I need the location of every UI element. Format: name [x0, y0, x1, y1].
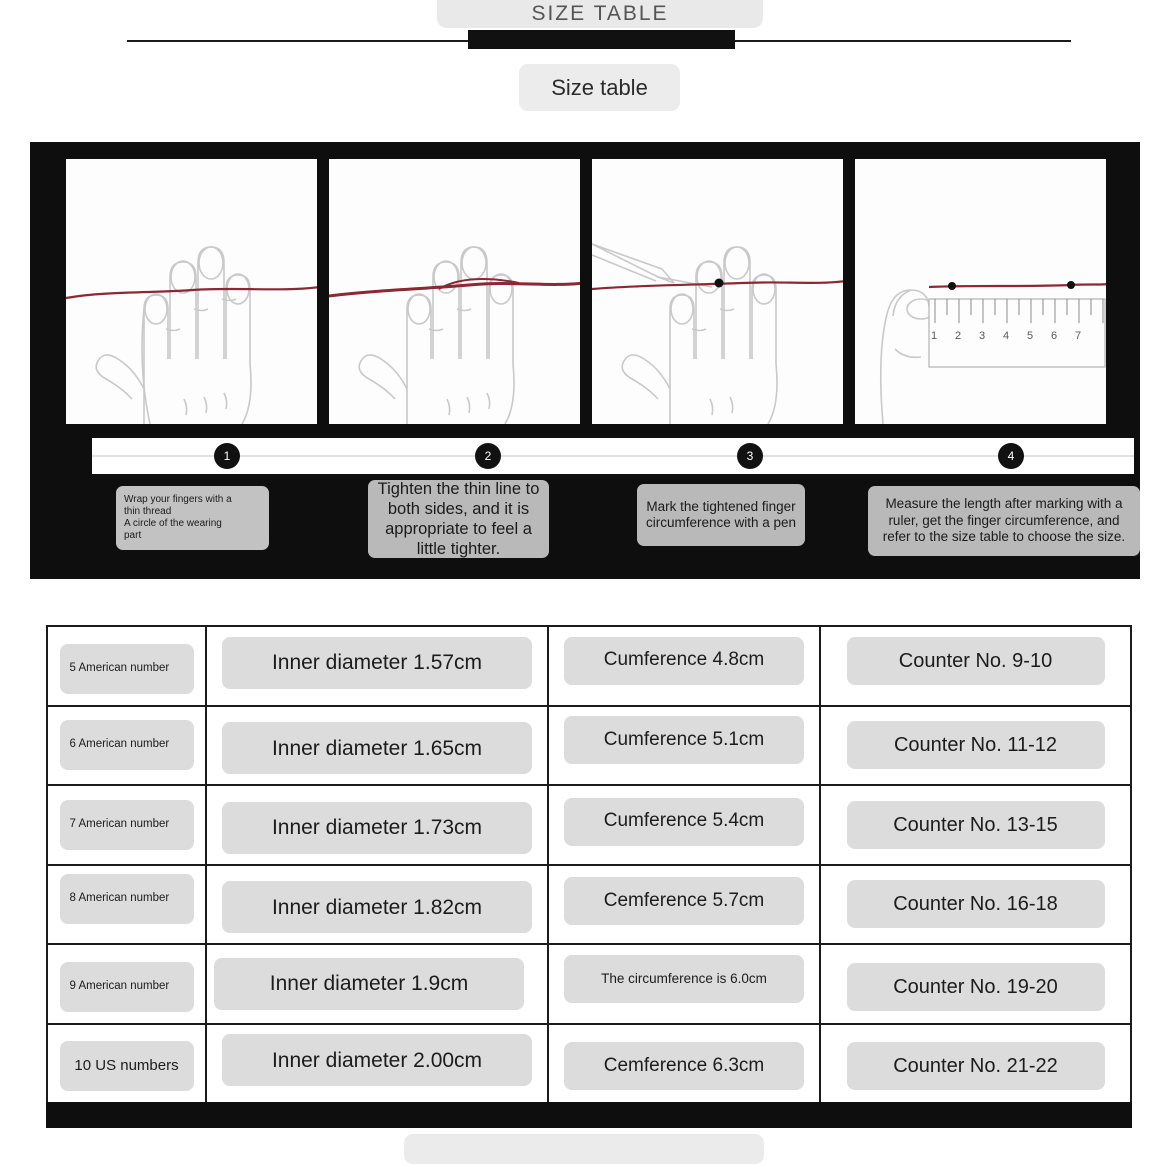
us-size-chip: 10 US numbers: [60, 1041, 194, 1091]
table-cell-counter: [821, 707, 1130, 785]
table-cell-circumference: [549, 945, 821, 1023]
table-cell-diameter: [207, 786, 549, 864]
counter-chip: Counter No. 16-18: [847, 880, 1105, 928]
top-black-block: [468, 30, 735, 49]
table-cell-diameter: [207, 1025, 549, 1103]
instruction-panel: [30, 142, 1140, 579]
table-cell-us-size: [48, 786, 207, 864]
step-1-caption-line-1: Wrap your fingers with a: [124, 493, 232, 505]
step-1-illustration: [66, 159, 317, 424]
svg-text:2: 2: [955, 330, 962, 342]
table-cell-circumference: [549, 1025, 821, 1103]
step-3-caption: Mark the tightened finger circumference with a pen: [637, 484, 805, 546]
diameter-chip: Inner diameter 1.82cm: [222, 881, 532, 933]
table-cell-circumference: [549, 866, 821, 944]
svg-text:6: 6: [1051, 330, 1058, 342]
size-table-label: Size table: [519, 64, 680, 111]
table-cell-diameter: [207, 627, 549, 705]
table-cell-diameter: [207, 707, 549, 785]
svg-text:7: 7: [1075, 330, 1082, 342]
diameter-chip: Inner diameter 1.9cm: [214, 958, 524, 1010]
step-1-caption-line-4: part: [124, 530, 142, 542]
svg-text:1: 1: [931, 330, 938, 342]
step-bar-line: [92, 455, 1134, 457]
table-cell-us-size: [48, 866, 207, 944]
svg-text:3: 3: [979, 330, 986, 342]
hand-with-thread-icon: [66, 159, 317, 424]
circumference-chip: Cumference 5.1cm: [564, 716, 804, 764]
table-cell-circumference: [549, 786, 821, 864]
table-row: [48, 627, 1130, 707]
step-dot-4: 4: [998, 443, 1024, 469]
table-row: [48, 945, 1130, 1025]
top-banner-title: SIZE TABLE: [437, 0, 763, 28]
step-2-caption: Tighten the thin line to both sides, and it is appropriate to feel a little tighter.: [368, 480, 549, 558]
diameter-chip: Inner diameter 2.00cm: [222, 1034, 532, 1086]
instruction-image-row: [66, 159, 1106, 424]
hand-pen-mark-icon: [592, 159, 843, 424]
table-cell-us-size: [48, 1025, 207, 1103]
table-cell-circumference: [549, 627, 821, 705]
circumference-chip: Cumference 5.4cm: [564, 798, 804, 846]
us-size-chip: 9 American number: [60, 962, 194, 1012]
table-cell-counter: [821, 627, 1130, 705]
diameter-chip: Inner diameter 1.57cm: [222, 637, 532, 689]
table-cell-diameter: [207, 866, 549, 944]
step-1-caption-line-3: A circle of the wearing: [124, 518, 222, 529]
table-cell-counter: [821, 1025, 1130, 1103]
us-size-chip: 5 American number: [60, 644, 194, 694]
circumference-chip: The circumference is 6.0cm: [564, 955, 804, 1003]
step-4-caption: Measure the length after marking with a ruler, get the finger circumference, and refer to the size table to choose the size.: [868, 486, 1140, 556]
circumference-chip: Cemference 6.3cm: [564, 1042, 804, 1090]
counter-chip: Counter No. 19-20: [847, 963, 1105, 1011]
step-3-illustration: [592, 159, 843, 424]
table-cell-diameter: [207, 945, 549, 1023]
step-1-caption-line-2: thin thread: [124, 505, 172, 517]
circumference-chip: Cemference 5.7cm: [564, 877, 804, 925]
table-cell-counter: [821, 945, 1130, 1023]
table-row: [48, 1025, 1130, 1103]
bottom-black-strip: [46, 1102, 1132, 1128]
svg-text:4: 4: [1003, 330, 1010, 342]
size-table: [46, 625, 1132, 1102]
table-cell-circumference: [549, 707, 821, 785]
step-2-illustration: [329, 159, 580, 424]
diameter-chip: Inner diameter 1.73cm: [222, 802, 532, 854]
step-dot-3: 3: [737, 443, 763, 469]
counter-chip: Counter No. 13-15: [847, 801, 1105, 849]
counter-chip: Counter No. 11-12: [847, 721, 1105, 769]
counter-chip: Counter No. 21-22: [847, 1042, 1105, 1090]
counter-chip: Counter No. 9-10: [847, 637, 1105, 685]
step-progress-bar: [92, 438, 1134, 474]
table-cell-us-size: [48, 945, 207, 1023]
table-cell-us-size: [48, 707, 207, 785]
hand-tightened-thread-icon: [329, 159, 580, 424]
top-banner-clip: [0, 0, 1170, 60]
us-size-chip: 8 American number: [60, 874, 194, 924]
circumference-chip: Cumference 4.8cm: [564, 637, 804, 685]
svg-text:5: 5: [1027, 330, 1034, 342]
us-size-chip: 6 American number: [60, 720, 194, 770]
step-dot-1: 1: [214, 443, 240, 469]
us-size-chip: 7 American number: [60, 800, 194, 850]
step-dot-2: 2: [475, 443, 501, 469]
table-cell-counter: [821, 786, 1130, 864]
table-cell-us-size: [48, 627, 207, 705]
diameter-chip: Inner diameter 1.65cm: [222, 722, 532, 774]
ruler-measure-icon: [855, 159, 1106, 424]
table-row: [48, 786, 1130, 866]
bottom-partial-pill: [404, 1134, 764, 1164]
table-row: [48, 866, 1130, 946]
table-cell-counter: [821, 866, 1130, 944]
table-row: [48, 707, 1130, 787]
step-4-illustration: [855, 159, 1106, 424]
step-1-caption: [116, 486, 269, 550]
